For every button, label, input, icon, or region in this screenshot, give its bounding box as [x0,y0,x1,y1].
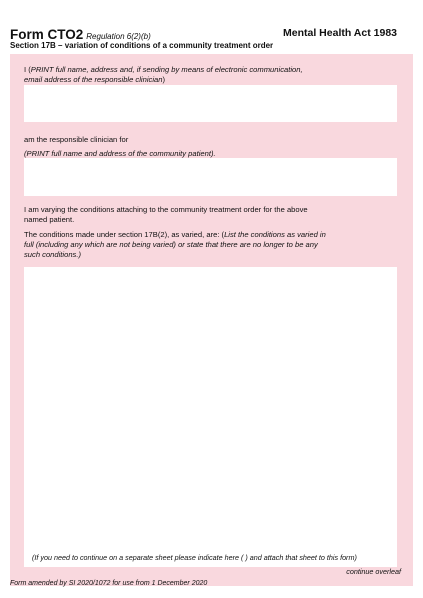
clinician-details-field[interactable] [24,85,397,122]
conditions-field[interactable] [24,267,397,567]
continuation-note: (If you need to continue on a separate sheet please indicate here ( ) and attach that sheet to this form) [32,553,357,562]
form-header [10,27,413,51]
form-title: Form CTO2 Regulation 6(2)(b) [10,27,151,42]
responsible-clinician-statement: am the responsible clinician for [24,135,129,144]
varying-statement: I am varying the conditions attaching to the community treatment order for the above named patient. [24,205,308,224]
section-heading: Section 17B – variation of conditions of a community treatment order [10,41,274,50]
clinician-instruction: I (PRINT full name, address and, if sending by means of electronic communication, email address of the responsible clinician) [24,65,303,84]
regulation-reference: Regulation 6(2)(b) [86,32,151,41]
form-body [10,54,413,586]
conditions-instruction: The conditions made under section 17B(2), as varied, are: (List the conditions as varied in full (including any which are not being varied) or state that there are no longer to be any such conditions.) [24,230,326,259]
continue-overleaf: continue overleaf [346,567,401,576]
amendment-footer: Form amended by SI 2020/1072 for use from 1 December 2020 [10,580,208,587]
act-title: Mental Health Act 1983 [283,27,397,39]
patient-details-field[interactable] [24,158,397,196]
patient-instruction: (PRINT full name and address of the community patient). [24,149,216,158]
